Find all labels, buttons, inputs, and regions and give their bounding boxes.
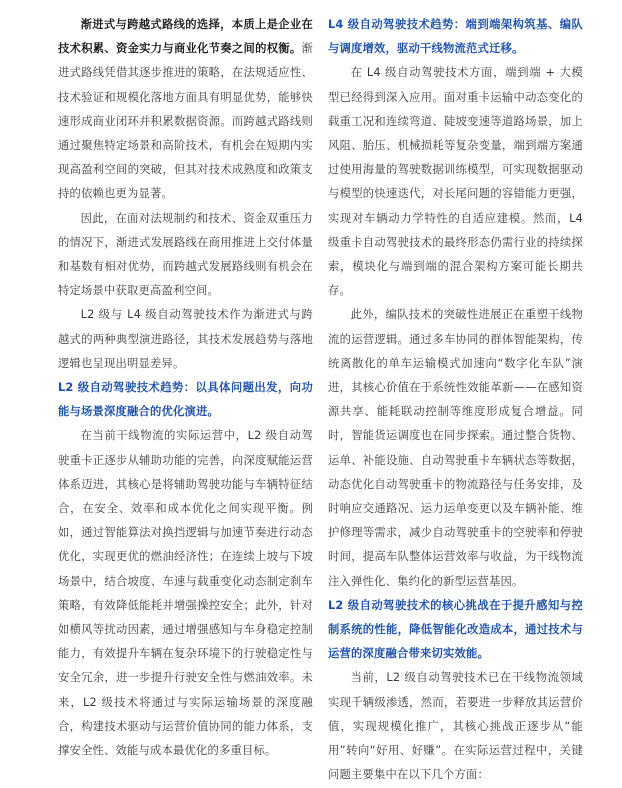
paragraph-l2-operations: 在当前干线物流的实际运营中，L2 级自动驾驶重卡正逐步从辅助功能的完善，向深度赋能运营体系迈进，其核心是将辅助驾驶功能与车辆特征结合，在安全、效率和成本优化之间实现平衡。例如，通过智能算法对换挡逻辑与加速节奏进行动态优化，实现更优的燃油经济性；在连续上坡与下坡场景中，结合坡度、车速与载重变化动态制定刹车策略，有效降低能耗并增强操控安全；此外，针对如横风等扰动因素，通过增强感知与车身稳定控制能力，有效提升车辆在复杂环境下的行驶稳定性与安全冗余，进一步提升行驶安全性与燃油效率。未来，L2 级技术将通过与实际运输场景的深度融合，构建技术驱动与运营价值协同的能力体系，支撑安全性、效能与成本最优化的多重目标。	[58, 429, 313, 758]
paragraph-conclusion: 因此，在面对法规制约和技术、资金双重压力的情况下，渐进式发展路线在商用推进上交付体量和基数有相对优势，而跨越式发展路线则有机会在特定场景中获取更高盈利空间。	[58, 211, 313, 298]
paragraph-l2-current: 当前，L2 级自动驾驶技术已在干线物流领域实现千辆级渗透，然而，若要进一步释放其运营价值，实现规模化推广，其核心挑战正逐步从“能用”转向“好用、好赚”。在实际运营过程中，关键问题主要集中在以下几个方面：	[328, 671, 583, 782]
paragraph-lead-bold: 渐进式与跨越式路线的选择，本质上是企业在技术积累、资金实力与商业化节奏之间的权衡。	[58, 18, 313, 56]
paragraph-route-choice	[58, 13, 313, 207]
heading-l2-trend: L2 级自动驾驶技术趋势：以具体问题出发，向功能与场景深度融合的优化演进。	[58, 381, 313, 419]
heading-l2-challenge: L2 级自动驾驶技术的核心挑战在于提升感知与控制系统的性能，降低智能化改造成本，通过技术与运营的深度融合带来切实效能。	[328, 598, 583, 661]
heading-l4-trend: L4 级自动驾驶技术趋势：端到端架构筑基、编队与调度增效，驱动干线物流范式迁移。	[328, 18, 583, 56]
paragraph-body: 渐进式路线凭借其逐步推进的策略，在法规适应性、技术验证和规模化落地方面具有明显优势，能够快速形成商业闭环并积累数据资源。而跨越式路线则通过聚焦特定场景和高阶技术，有机会在短期内实现高盈利空间的突破，但其对技术成熟度和政策支持的依赖也更为显著。	[58, 42, 313, 201]
paragraph-l2-l4-intro: L2 级与 L4 级自动驾驶技术作为渐进式与跨越式的两种典型演进路径，其技术发展趋势与落地逻辑也呈现出明显差异。	[58, 308, 313, 370]
paragraph-platooning: 此外，编队技术的突破性进展正在重塑干线物流的运营逻辑。通过多车协同的群体智能架构，传统离散化的单车运输模式加速向“数字化车队”演进，其核心价值在于系统性效能革新——在感知资源共享、能耗联动控制等维度形成复合增益。同时，智能货运调度也在同步探索。通过整合货物、运单、补能设施、自动驾驶重卡车辆状态等数据，动态优化自动驾驶重卡的物流路径与任务安排，及时响应交通路况、运力运单变更以及车辆补能、维护修理等需求，减少自动驾驶重卡的空驶率和停驶时间，提高车队整体运营效率与收益，为干线物流注入弹性化、集约化的新型运营基因。	[328, 308, 583, 588]
paragraph-l4-end-to-end: 在 L4 级自动驾驶技术方面，端到端 + 大模型已经得到深入应用。面对重卡运输中动态变化的载重工况和连续弯道、陡坡变速等道路场景，加上风阻、胎压、机械损耗等复杂变量，端到端方案通过使用海量的驾驶数据训练模型，可实现数据驱动与模型的快速迭代，对长尾问题的容错能力更强，实现对车辆动力学特性的自适应建模。然而，L4 级重卡自动驾驶技术的最终形态仍需行业的持续探索，模块化与端到端的混合架构方案可能长期共存。	[328, 66, 583, 298]
right-column	[328, 13, 583, 788]
left-column	[58, 13, 313, 763]
